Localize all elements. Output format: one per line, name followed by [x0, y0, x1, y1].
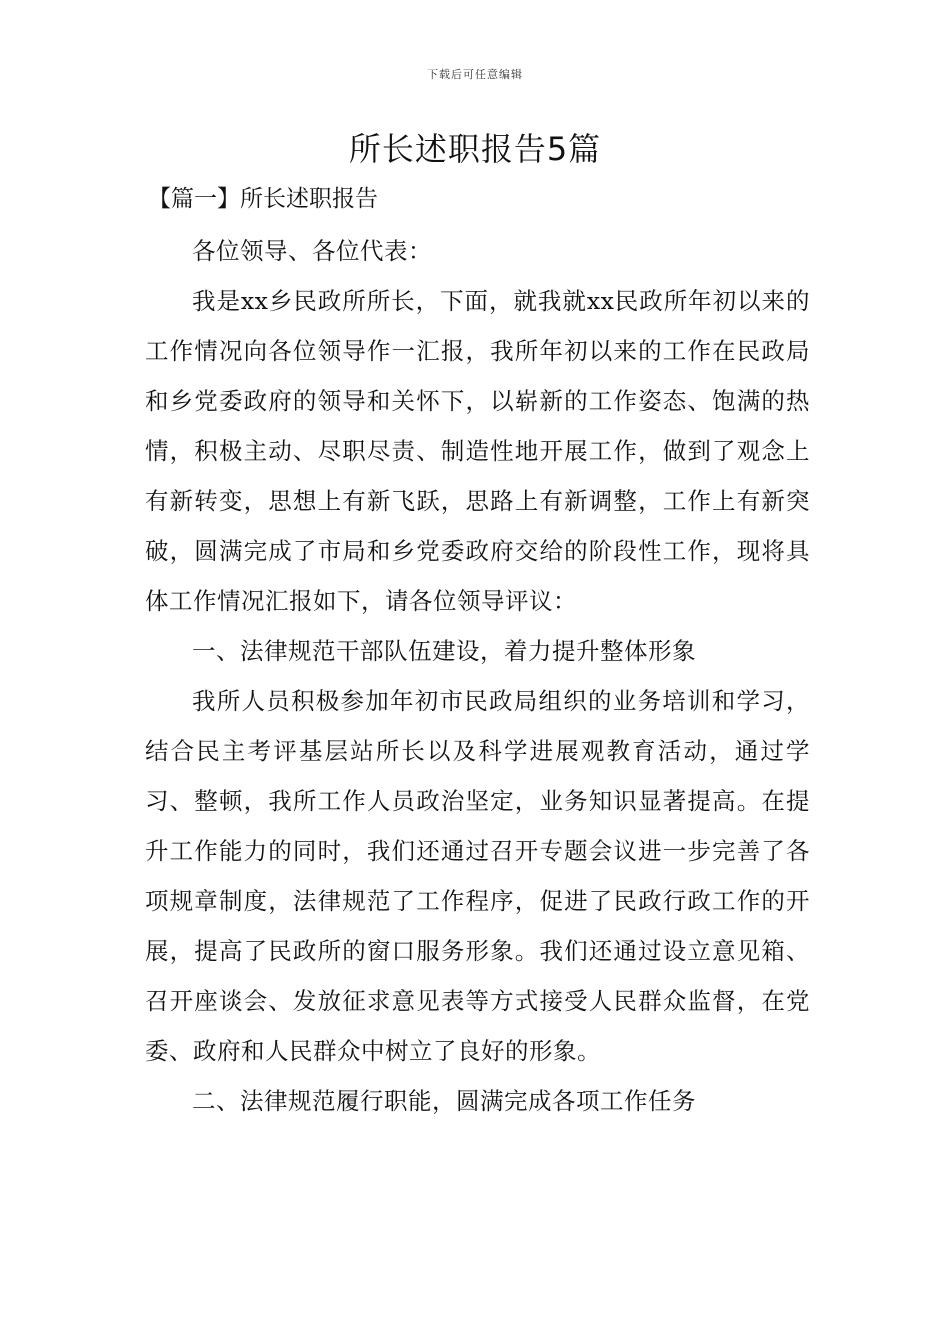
document-body	[145, 226, 810, 1126]
header-note: 下载后可任意编辑	[427, 68, 523, 81]
paragraph-greeting: 各位领导、各位代表：	[192, 237, 432, 265]
document-title: 所长述职报告5篇	[348, 130, 602, 168]
paragraph-heading-1: 一、法律规范干部队伍建设，着力提升整体形象	[192, 637, 696, 665]
paragraph-heading-2: 二、法律规范履行职能，圆满完成各项工作任务	[192, 1087, 696, 1115]
section-heading: 【篇一】所长述职报告	[148, 186, 378, 212]
paragraph-body-1: 我所人员积极参加年初市民政局组织的业务培训和学习，结合民主考评基层站所长以及科学进展观教育活动，通过学习、整顿，我所工作人员政治坚定，业务知识显著提高。在提升工作能力的同时，我们还通过召开专题会议进一步完善了各项规章制度，法律规范了工作程序，促进了民政行政工作的开展，提高了民政所的窗口服务形象。我们还通过设立意见箱、召开座谈会、发放征求意见表等方式接受人民群众监督，在党委、政府和人民群众中树立了良好的形象。	[145, 687, 810, 1065]
paragraph-intro: 我是xx乡民政所所长，下面，就我就xx民政所年初以来的工作情况向各位领导作一汇报，我所年初以来的工作在民政局和乡党委政府的领导和关怀下，以崭新的工作姿态、饱满的热情，积极主动、尽职尽责、制造性地开展工作，做到了观念上有新转变，思想上有新飞跃，思路上有新调整，工作上有新突破，圆满完成了市局和乡党委政府交给的阶段性工作，现将具体工作情况汇报如下，请各位领导评议：	[145, 287, 810, 615]
